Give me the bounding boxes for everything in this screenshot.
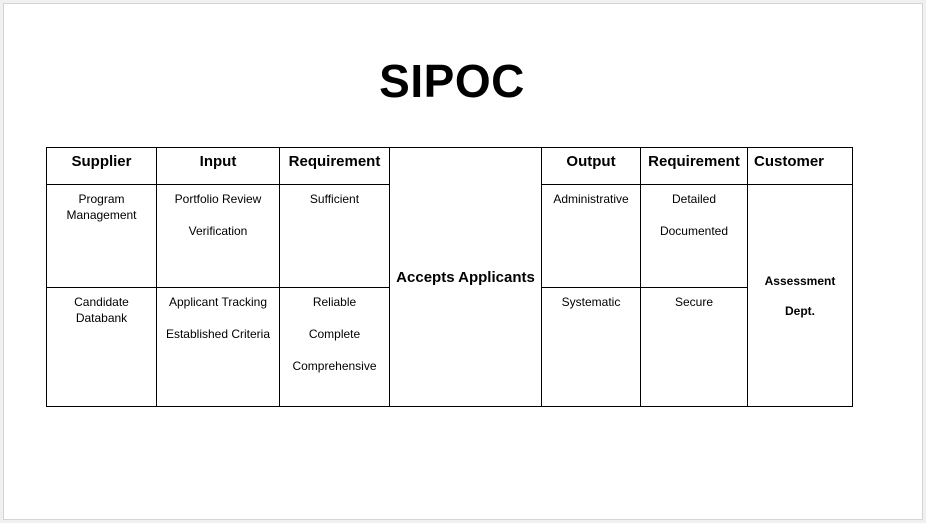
- row2-output-line1: Systematic: [561, 295, 621, 309]
- process-cell: [389, 147, 542, 407]
- customer-line1: Assessment: [764, 273, 836, 288]
- row2-requirement-right: [640, 287, 748, 407]
- row1-requirement-left: [279, 184, 390, 288]
- row2-supplier-line1: Candidate: [74, 295, 129, 309]
- row2-requirement-left-line3: Comprehensive: [292, 359, 377, 373]
- row1-supplier-line1: Program: [78, 192, 125, 206]
- row1-output-line1: Administrative: [553, 192, 629, 206]
- row1-supplier: [46, 184, 157, 288]
- row2-input: [156, 287, 280, 407]
- header-supplier: Supplier: [46, 147, 157, 185]
- row2-requirement-left-line1: Reliable: [312, 295, 357, 309]
- header-requirement-right: Requirement: [640, 147, 748, 185]
- row2-requirement-left-line2: Complete: [308, 327, 361, 341]
- header-customer: Customer: [747, 147, 853, 185]
- customer-line2: Dept.: [785, 303, 815, 318]
- row2-input-line2: Established Criteria: [165, 327, 271, 341]
- header-input: Input: [156, 147, 280, 185]
- row2-requirement-right-line1: Secure: [674, 295, 714, 309]
- header-output: Output: [541, 147, 641, 185]
- slide-title: SIPOC: [379, 55, 525, 107]
- row1-requirement-right-line2: Documented: [659, 224, 729, 238]
- row1-input: [156, 184, 280, 288]
- customer-cell: [747, 184, 853, 407]
- row1-supplier-line2: Management: [66, 208, 137, 222]
- sipoc-table: [46, 147, 852, 407]
- row2-supplier-line2: Databank: [75, 311, 128, 325]
- header-requirement-left: Requirement: [279, 147, 390, 185]
- process-label: Accepts Applicants: [396, 268, 535, 286]
- row1-output: [541, 184, 641, 288]
- row1-requirement-right: [640, 184, 748, 288]
- row1-requirement-right-line1: Detailed: [671, 192, 717, 206]
- row2-output: [541, 287, 641, 407]
- slide: [3, 3, 923, 520]
- row1-input-line2: Verification: [188, 224, 248, 238]
- row2-supplier: [46, 287, 157, 407]
- row1-requirement-left-line1: Sufficient: [309, 192, 360, 206]
- row2-input-line1: Applicant Tracking: [168, 295, 268, 309]
- row2-requirement-left: [279, 287, 390, 407]
- row1-input-line1: Portfolio Review: [174, 192, 262, 206]
